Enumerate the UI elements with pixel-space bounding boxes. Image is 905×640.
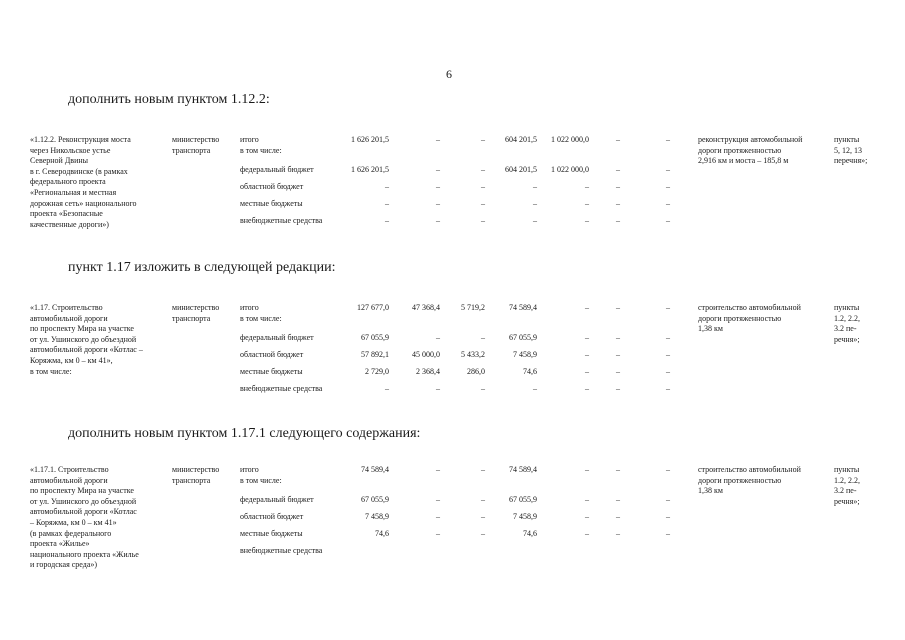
amount-cell: 1 022 000,0 (551, 165, 589, 174)
item-title-line: дорожная сеть» национального (30, 198, 137, 208)
amount-cell: – (585, 182, 589, 191)
funding-source-label: федеральный бюджет (240, 165, 314, 174)
executor-line: транспорта (172, 475, 211, 485)
amount-cell: – (585, 512, 589, 521)
section-heading: дополнить новым пунктом 1.12.2: (68, 92, 270, 107)
amount-cell: 5 433,2 (461, 350, 485, 359)
amount-cell: – (481, 199, 485, 208)
amount-cell: – (481, 333, 485, 342)
funding-source-label: итого (240, 303, 259, 312)
amount-cell: – (436, 495, 440, 504)
item-title-line: автомобильной дороги «Котлас – (30, 345, 143, 355)
result-line: строительство автомобильной (698, 303, 801, 312)
reference-line: 1.2, 2.2, (834, 313, 860, 323)
amount-cell: – (616, 333, 620, 342)
amount-cell: – (481, 512, 485, 521)
amount-cell: – (585, 529, 589, 538)
funding-source-label: внебюджетные средства (240, 216, 323, 225)
amount-cell: – (533, 182, 537, 191)
amount-cell: – (616, 303, 620, 312)
amount-cell: – (666, 199, 670, 208)
amount-cell: 604 201,5 (505, 135, 537, 144)
amount-cell: – (481, 135, 485, 144)
amount-cell: – (436, 512, 440, 521)
item-title-line: и городская среда») (30, 560, 98, 570)
reference-line: перечня»; (834, 156, 868, 166)
amount-cell: – (616, 495, 620, 504)
reference-line: 1.2, 2.2, (834, 475, 860, 485)
funding-source-label: областной бюджет (240, 182, 304, 191)
item-title-line: автомобильной дороги (30, 475, 108, 485)
executor-line: транспорта (172, 313, 211, 323)
amount-cell: 67 055,9 (361, 333, 389, 342)
funding-source-sublabel: в том числе: (240, 313, 282, 323)
executor-line: министерство (172, 135, 220, 144)
amount-cell: 127 677,0 (357, 303, 389, 312)
funding-source-label: внебюджетные средства (240, 546, 323, 555)
reference-line: речня»; (834, 496, 860, 506)
funding-source-sublabel: в том числе: (240, 475, 282, 485)
amount-cell: – (616, 350, 620, 359)
item-title-line: от ул. Ушинского до объездной (30, 496, 137, 506)
amount-cell: 67 055,9 (509, 495, 537, 504)
amount-cell: 47 368,4 (412, 303, 440, 312)
amount-cell: 7 458,9 (365, 512, 389, 521)
amount-cell: – (585, 495, 589, 504)
item-title-line: автомобильной дороги «Котлас (30, 507, 137, 517)
amount-cell: – (616, 367, 620, 376)
amount-cell: – (666, 512, 670, 521)
amount-cell: – (481, 165, 485, 174)
item-title-line: федерального проекта (30, 177, 106, 187)
amount-cell: – (666, 135, 670, 144)
amount-cell: – (666, 465, 670, 474)
item-title-line: автомобильной дороги (30, 313, 108, 323)
amount-cell: – (385, 384, 389, 393)
amount-cell: – (481, 182, 485, 191)
item-title-line: через Никольское устье (30, 145, 111, 155)
amount-cell: – (436, 333, 440, 342)
item-title-line: по проспекту Мира на участке (30, 324, 134, 334)
amount-cell: 1 626 201,5 (351, 165, 389, 174)
item-title-line: по проспекту Мира на участке (30, 486, 134, 496)
amount-cell: – (616, 465, 620, 474)
item-title-line: в том числе: (30, 366, 72, 376)
amount-cell: – (666, 495, 670, 504)
amount-cell: 74 589,4 (509, 303, 537, 312)
amount-cell: 67 055,9 (509, 333, 537, 342)
amount-cell: – (666, 333, 670, 342)
amount-cell: – (666, 367, 670, 376)
amount-cell: – (585, 199, 589, 208)
amount-cell: 57 892,1 (361, 350, 389, 359)
amount-cell: – (616, 512, 620, 521)
result-line: дороги протяженностью (698, 313, 782, 323)
amount-cell: 45 000,0 (412, 350, 440, 359)
item-title-line: (в рамках федерального (30, 528, 112, 538)
funding-source-sublabel: в том числе: (240, 145, 282, 155)
item-title-line: «1.17. Строительство (30, 303, 103, 312)
amount-cell: 67 055,9 (361, 495, 389, 504)
amount-cell: – (436, 529, 440, 538)
page-number: 6 (446, 67, 452, 81)
reference-line: 3.2 пе- (834, 486, 857, 496)
amount-cell: – (436, 182, 440, 191)
amount-cell: 7 458,9 (513, 512, 537, 521)
amount-cell: – (616, 199, 620, 208)
result-line: 1,38 км (698, 486, 723, 496)
amount-cell: – (666, 165, 670, 174)
reference-line: пункты (834, 465, 860, 474)
amount-cell: – (436, 135, 440, 144)
amount-cell: 74,6 (375, 529, 389, 538)
amount-cell: 2 729,0 (365, 367, 389, 376)
amount-cell: 5 719,2 (461, 303, 485, 312)
amount-cell: – (585, 384, 589, 393)
funding-source-label: местные бюджеты (240, 367, 303, 376)
amount-cell: – (616, 165, 620, 174)
section-heading: пункт 1.17 изложить в следующей редакции: (68, 260, 336, 275)
amount-cell: – (481, 465, 485, 474)
amount-cell: 7 458,9 (513, 350, 537, 359)
amount-cell: 604 201,5 (505, 165, 537, 174)
amount-cell: 2 368,4 (416, 367, 440, 376)
item-title-line: Коряжма, км 0 – км 41», (30, 356, 113, 365)
result-line: строительство автомобильной (698, 465, 801, 474)
item-title-line: «Региональная и местная (30, 188, 117, 197)
reference-line: речня»; (834, 334, 860, 344)
amount-cell: – (385, 182, 389, 191)
result-line: реконструкция автомобильной (698, 135, 803, 144)
amount-cell: – (533, 199, 537, 208)
item-title-line: «1.12.2. Реконструкция моста (30, 135, 131, 144)
amount-cell: 74,6 (523, 529, 537, 538)
amount-cell: – (666, 216, 670, 225)
amount-cell: – (616, 529, 620, 538)
amount-cell: – (616, 182, 620, 191)
funding-source-label: итого (240, 135, 259, 144)
item-title-line: проекта «Жилье» (30, 539, 90, 549)
amount-cell: – (533, 216, 537, 225)
amount-cell: – (666, 182, 670, 191)
amount-cell: – (666, 384, 670, 393)
result-line: 1,38 км (698, 324, 723, 334)
item-title-line: качественные дороги») (30, 219, 109, 229)
funding-source-label: итого (240, 465, 259, 474)
amount-cell: – (616, 135, 620, 144)
result-line: 2,916 км и моста – 185,8 м (698, 156, 789, 166)
amount-cell: 286,0 (467, 367, 485, 376)
funding-source-label: федеральный бюджет (240, 495, 314, 504)
amount-cell: – (585, 350, 589, 359)
section-heading: дополнить новым пунктом 1.17.1 следующего содержания: (68, 426, 421, 441)
reference-line: пункты (834, 135, 860, 144)
funding-source-label: областной бюджет (240, 512, 304, 521)
amount-cell: – (533, 384, 537, 393)
amount-cell: 74,6 (523, 367, 537, 376)
item-title-line: в г. Северодвинске (в рамках (30, 166, 128, 176)
amount-cell: – (436, 165, 440, 174)
amount-cell: 74 589,4 (361, 465, 389, 474)
amount-cell: – (385, 199, 389, 208)
funding-source-label: местные бюджеты (240, 199, 303, 208)
amount-cell: – (585, 303, 589, 312)
amount-cell: – (616, 384, 620, 393)
reference-line: пункты (834, 303, 860, 312)
funding-source-label: областной бюджет (240, 350, 304, 359)
amount-cell: – (585, 367, 589, 376)
result-line: дороги протяженностью (698, 145, 782, 155)
amount-cell: – (666, 350, 670, 359)
result-line: дороги протяженностью (698, 475, 782, 485)
item-title-line: национального проекта «Жилье (30, 549, 139, 559)
amount-cell: – (436, 216, 440, 225)
amount-cell: – (585, 465, 589, 474)
item-title-line: проекта «Безопасные (30, 209, 103, 219)
amount-cell: – (436, 384, 440, 393)
amount-cell: – (436, 199, 440, 208)
amount-cell: – (481, 529, 485, 538)
executor-line: транспорта (172, 145, 211, 155)
reference-line: 3.2 пе- (834, 324, 857, 334)
amount-cell: 1 022 000,0 (551, 135, 589, 144)
amount-cell: 74 589,4 (509, 465, 537, 474)
funding-source-label: местные бюджеты (240, 529, 303, 538)
item-title-line: «1.17.1. Строительство (30, 465, 109, 474)
reference-line: 5, 12, 13 (834, 145, 862, 155)
amount-cell: – (666, 303, 670, 312)
amount-cell: – (436, 465, 440, 474)
amount-cell: – (385, 216, 389, 225)
amount-cell: 1 626 201,5 (351, 135, 389, 144)
funding-source-label: внебюджетные средства (240, 384, 323, 393)
item-title-line: – Коряжма, км 0 – км 41» (30, 518, 117, 527)
amount-cell: – (585, 333, 589, 342)
amount-cell: – (481, 384, 485, 393)
amount-cell: – (666, 529, 670, 538)
amount-cell: – (585, 216, 589, 225)
executor-line: министерство (172, 465, 220, 474)
amount-cell: – (616, 216, 620, 225)
amount-cell: – (481, 495, 485, 504)
item-title-line: Северной Двины (30, 156, 88, 166)
amount-cell: – (481, 216, 485, 225)
funding-source-label: федеральный бюджет (240, 333, 314, 342)
item-title-line: от ул. Ушинского до объездной (30, 334, 137, 344)
executor-line: министерство (172, 303, 220, 312)
